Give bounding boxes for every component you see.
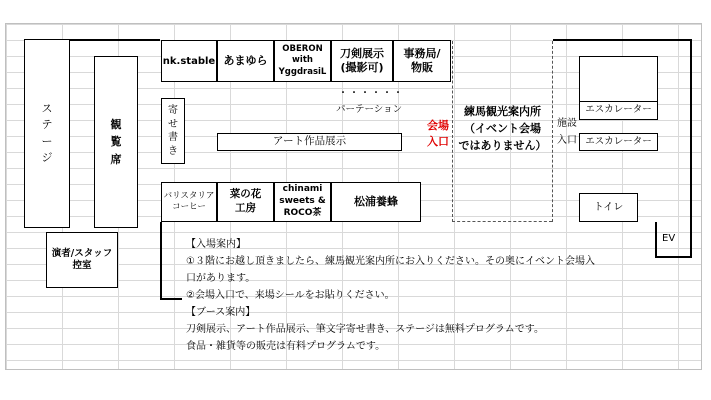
vertical-char: 書 (168, 132, 178, 143)
calligraphy-booth (161, 98, 185, 164)
partition-dots: ・・・・・・ (338, 88, 404, 99)
booth-amayura-label: あまゆら (223, 53, 268, 67)
info-center-label (453, 103, 552, 154)
notice-panel (186, 236, 656, 355)
booth-barista-label: バリスタリア コーヒー (163, 190, 215, 212)
info-center-right-border (552, 41, 553, 222)
facility-entrance-label: 施設 入口 (557, 118, 577, 146)
booth-nanohana-label: 菜の花 工房 (229, 188, 262, 214)
notice-line-4: 刀剣展示、アート作品展示、筆文字寄せ書き、ステージは無料プログラムです。 (186, 324, 544, 335)
escalator-2-label: エスカレーター (585, 135, 652, 147)
stage (24, 39, 70, 228)
stage-label (42, 101, 53, 167)
booth-token-label: 刀剣展示 (撮影可) (340, 46, 384, 74)
staff-room (46, 232, 118, 288)
escalator-upper-area (579, 56, 658, 120)
venue-entrance-label: 会場 入口 (427, 119, 449, 148)
booth-chinami (274, 182, 331, 222)
vertical-char: き (168, 145, 178, 157)
vertical-char: ー (41, 134, 53, 148)
booth-matsuura-label: 松浦養蜂 (354, 194, 398, 208)
wall-top-right (553, 39, 691, 41)
seating-label (111, 116, 122, 169)
wall-lower-left (160, 222, 162, 300)
booth-office-label: 事務局/ 物販 (403, 46, 441, 74)
booth-nk-stable (161, 40, 217, 82)
vertical-char: 観 (110, 117, 122, 131)
seating-area (94, 56, 138, 228)
booth-oberon (274, 40, 331, 82)
toilet (579, 193, 638, 222)
wall-lower-left-foot (160, 298, 182, 300)
notice-line-1: ①３階にお越し頂きましたら、練馬観光案内所にお入りください。その奥にイベント会場入 (186, 256, 595, 267)
elevator-label: EV (662, 233, 676, 244)
staff-room-label: 演者/スタッフ 控室 (51, 247, 113, 271)
wall-ev-bottom (655, 256, 692, 258)
booth-oberon-label: OBERON with YggdrasiL (278, 44, 327, 77)
info-center-bottom-border (452, 221, 552, 222)
notice-line-2: 口があります。 (186, 273, 256, 284)
info-center-line3: ではありません） (458, 139, 547, 152)
vertical-char: ジ (41, 151, 53, 164)
vertical-char: せ (168, 118, 178, 130)
vertical-char: 覧 (110, 135, 122, 149)
booth-nk-stable-label: nk.stable (162, 55, 216, 67)
info-center-line2: （イベント会場 (464, 122, 541, 135)
notice-entry-heading: 【入場案内】 (186, 239, 246, 250)
vertical-char: ス (41, 101, 53, 115)
vertical-char: 寄 (168, 105, 178, 116)
escalator-1-label: エスカレーター (585, 104, 652, 116)
notice-line-5: 食品・雑貨等の販売は有料プログラムです。 (186, 341, 386, 352)
booth-barista (161, 182, 217, 222)
art-exhibit-label: アート作品展示 (272, 135, 347, 148)
escalator-2 (579, 133, 658, 151)
booth-office (393, 40, 451, 82)
booth-chinami-label: chinami sweets & ROCO茶 (279, 184, 326, 218)
calligraphy-label (168, 104, 178, 158)
booth-nanohana (217, 182, 274, 222)
toilet-label: トイレ (593, 202, 624, 213)
notice-line-3: ②会場入口で、来場シールをお貼りください。 (186, 290, 395, 301)
escalator-1 (580, 101, 657, 119)
vertical-char: テ (41, 118, 53, 131)
wall-right (690, 39, 692, 258)
notice-booth-heading: 【ブース案内】 (186, 307, 256, 318)
vertical-char: 席 (110, 152, 122, 166)
info-center-line1: 練馬観光案内所 (464, 105, 541, 118)
booth-token-exhibit (331, 40, 393, 82)
partition-label: パーテーション (336, 104, 403, 115)
booth-matsuura (331, 182, 421, 222)
booth-amayura (217, 40, 274, 82)
art-exhibit (217, 133, 402, 151)
